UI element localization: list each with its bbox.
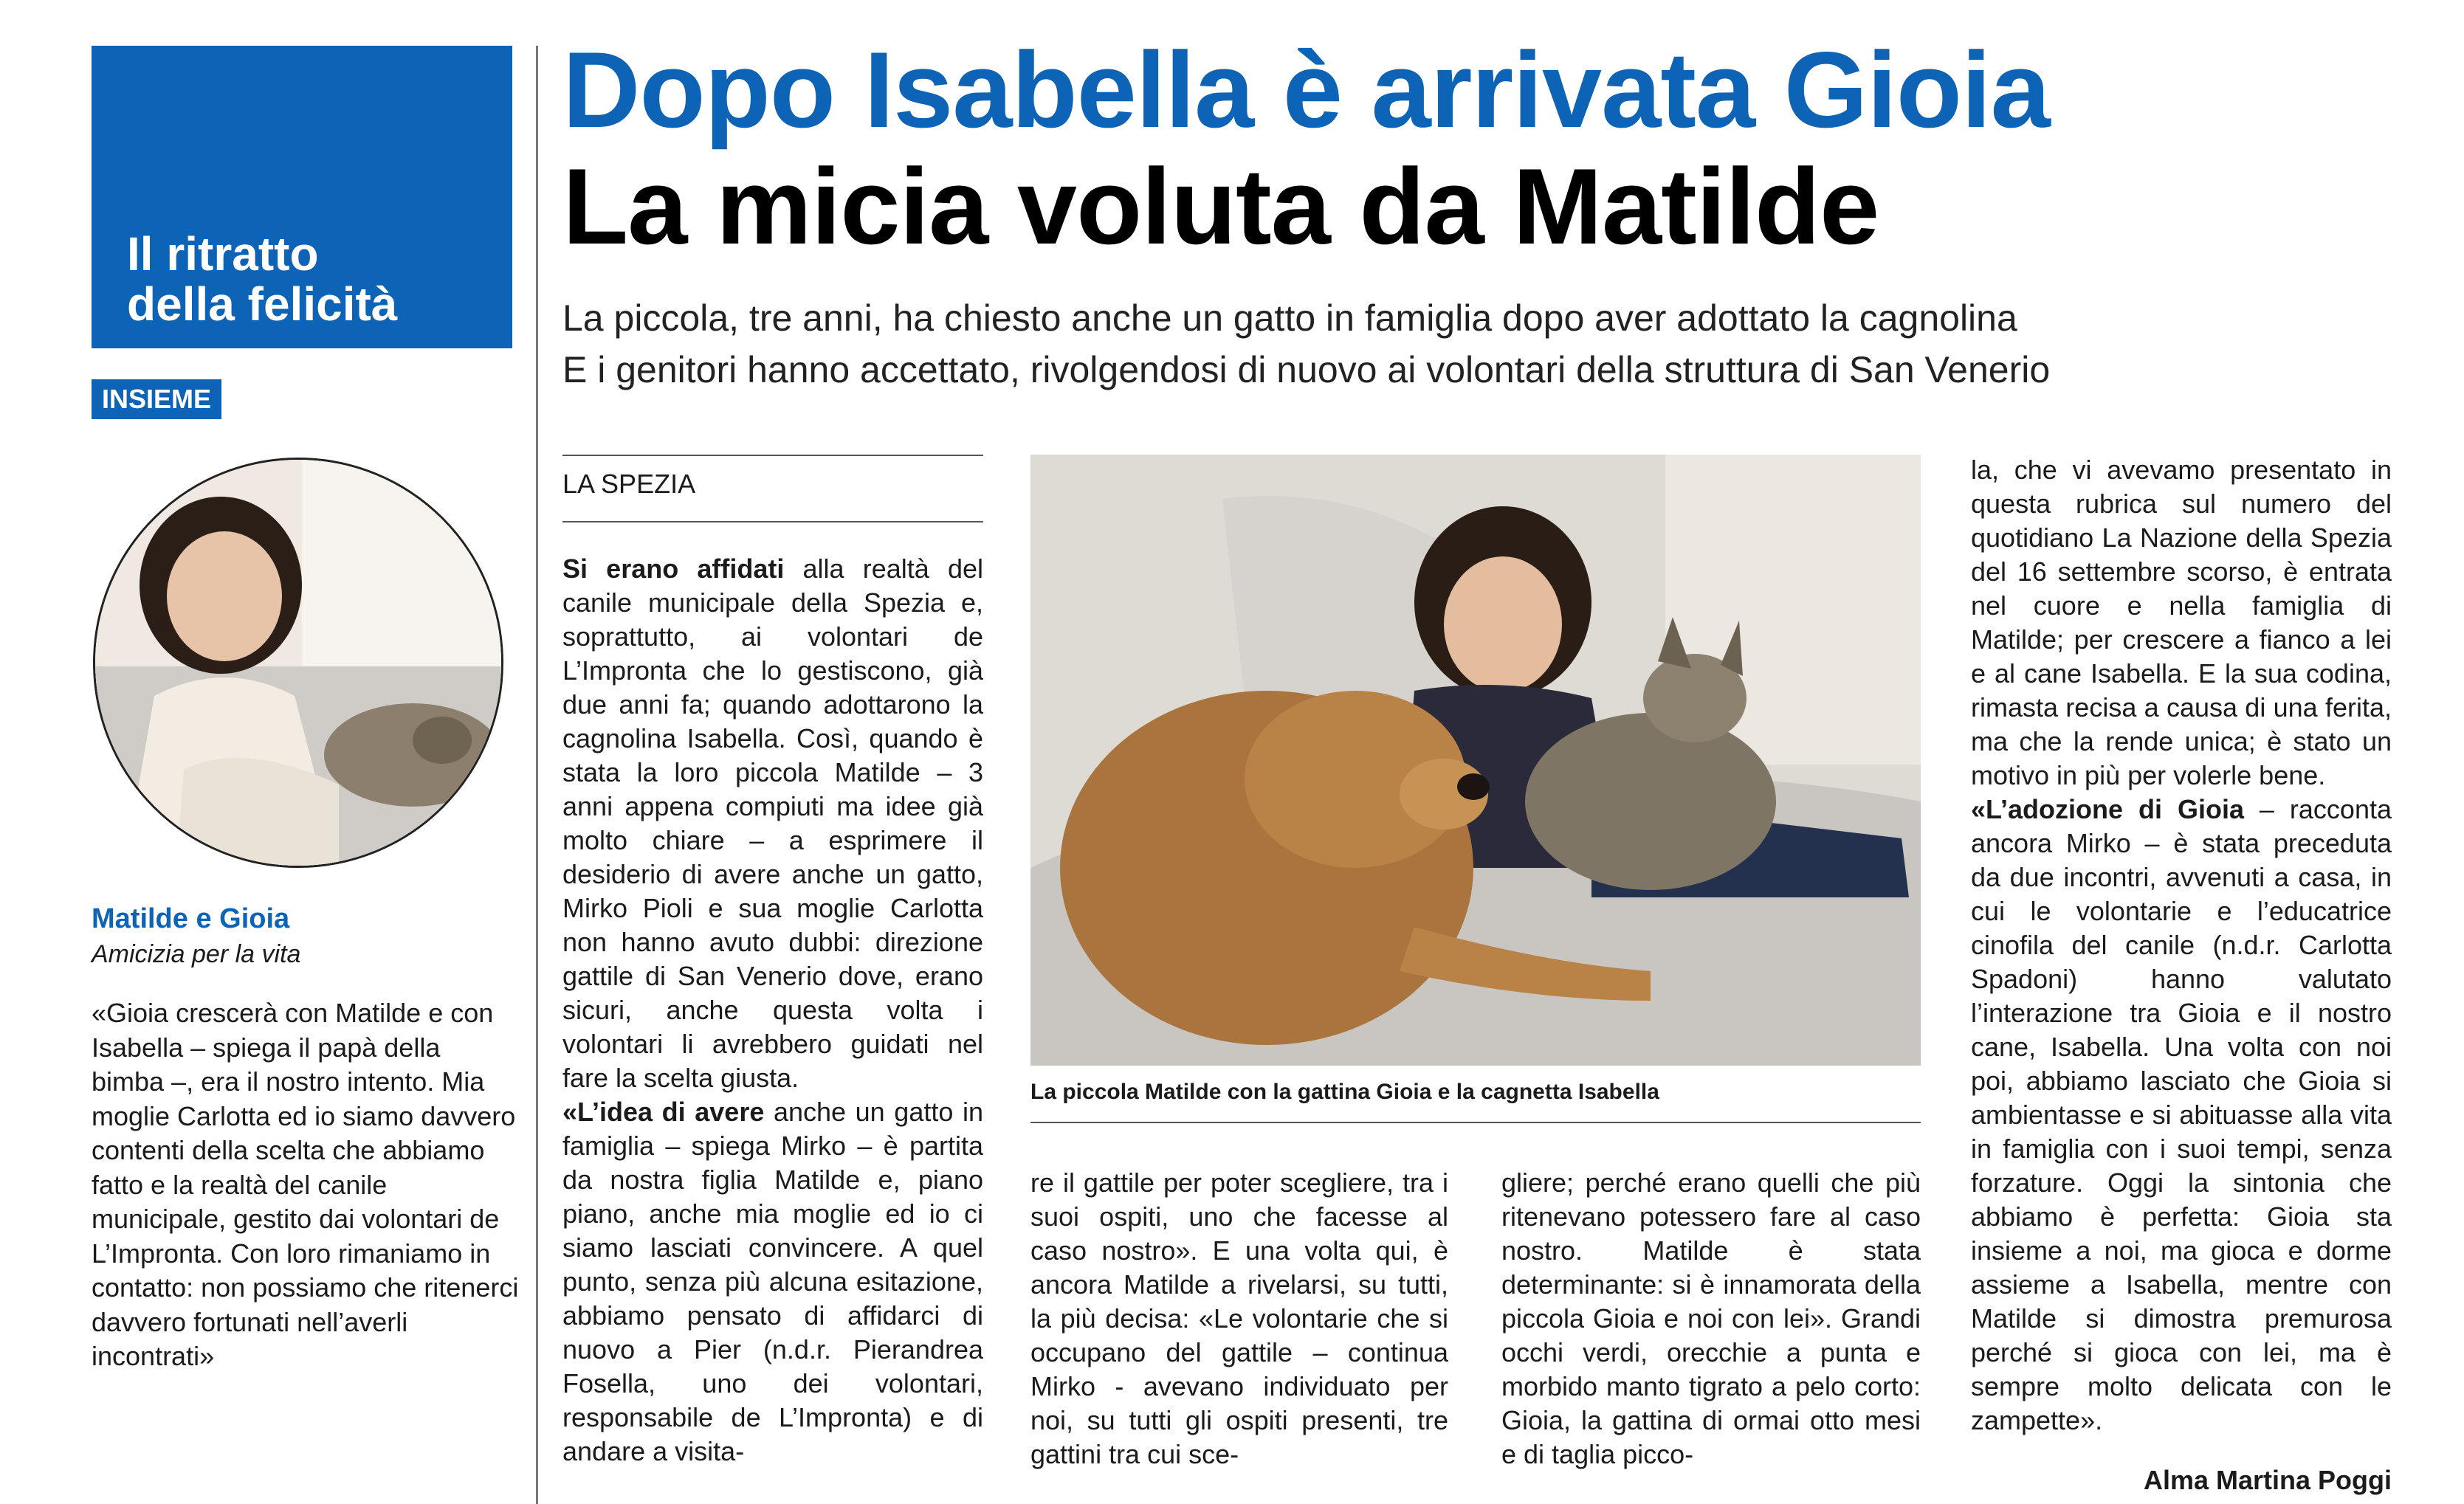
- portrait-subtitle: Amicizia per la vita: [92, 940, 301, 968]
- portrait-name: Matilde e Gioia: [92, 903, 290, 934]
- paragraph-2-lead: «L’idea di avere: [562, 1097, 765, 1127]
- headline-line2: La micia voluta da Matilde: [562, 146, 1879, 266]
- article-column-2: re il gattile per poter scegliere, tra i suoi ospiti, uno che facesse al caso nostro». E una volta qui, è ancora Matilde a rivelarsi, su tutti, la più decisa: «Le volontarie che si occupano del gattile – continua Mirko - avevano individuato per noi, su tutti gli ospiti presenti, tre gattini tra cui sce-: [1030, 1167, 1448, 1469]
- column-4-paragraph-2: – racconta ancora Mirko – è stata preceduta da due incontri, avvenuti a casa, in cui le volontarie e l’educatrice cinofila del canile (n.d.r. Carlotta Spadoni) hanno valutato l’interazione tra Gioia e il nostro cane, Isabella. Una volta con noi poi, abbiamo lasciato che Gioia si ambientasse e si abituasse alla vita in famiglia con i suoi tempi, senza forzature. Oggi la sintonia che abbiamo è perfetta: Gioia sta insieme a noi, ma gioca e dorme assieme a Isabella, mentre con Matilde si dimostra premurosa perché si gioca con lei, ma è sempre molto delicata con le zampette».: [1971, 794, 2392, 1435]
- dateline: LA SPEZIA: [562, 469, 696, 499]
- section-tag: INSIEME: [92, 379, 221, 419]
- lead-bold: Si erano affidati: [562, 553, 785, 584]
- article-column-4: [1971, 453, 2392, 1438]
- photo-illustration: [1030, 455, 1921, 1066]
- sidebar-quote: «Gioia crescerà con Matilde e con Isabella – spiega il papà della bimba –, era il nostro intento. Mia moglie Carlotta ed io siamo davvero contenti della scelta che abbiamo fatto e la realtà del canile municipale, gestito dai volontari de L’Impronta. Con loro rimaniamo in contatto: non possiamo che ritenerci davvero fortunati nell’averli incontrati»: [92, 998, 519, 1371]
- photo-caption: La piccola Matilde con la gattina Gioia e la cagnetta Isabella: [1030, 1080, 1659, 1104]
- dateline-rule-bottom: [562, 521, 983, 522]
- subheadline-line1: La piccola, tre anni, ha chiesto anche un gatto in famiglia dopo aver adottato la cagnolina: [562, 297, 2017, 339]
- article-column-3: gliere; perché erano quelli che più ritenevano potessero fare al caso nostro. Matilde è stata determinante: si è innamorata della piccola Gioia e noi con lei». Grandi occhi verdi, orecchie a punta e morbido manto tigrato a pelo corto: Gioia, la gattina di ormai otto mesi e di taglia picco-: [1501, 1167, 1921, 1469]
- paragraph-1: alla realtà del canile municipale della Spezia e, soprattutto, ai volontari de L’Impronta che lo gestiscono, già due anni fa; quando adottarono la cagnolina Isabella. Così, quando è stata la loro piccola Matilde – 3 anni appena compiuti ma idee già molto chiare – a esprimere il desiderio di avere anche un gatto, Mirko Pioli e sua moglie Carlotta non hanno avuto dubbi: direzione gattile di San Venerio dove, erano sicuri, anche questa volta i volontari li avrebbero guidati nel fare la scelta giusta.: [562, 553, 983, 1093]
- column-4-paragraph-1: la, che vi avevamo presentato in questa rubrica sul numero del quotidiano La Nazione della Spezia del 16 settembre scorso, è entrata nel cuore e nella famiglia di Matilde; per crescere a fianco a lei e al cane Isabella. E la sua codina, rimasta recisa a causa di una ferita, ma che la rende unica; è stato un motivo in più per volerle bene.: [1971, 455, 2392, 790]
- byline: Alma Martina Poggi: [2143, 1465, 2392, 1495]
- rubric-box: [92, 46, 512, 348]
- paragraph-2: anche un gatto in famiglia – spiega Mirko – è partita da nostra figlia Matilde e, piano piano, anche mia moglie ed io ci siamo lasciati convincere. A quel punto, senza più alcuna esitazione, abbiamo pensato di affidarci di nuovo a Pier (n.d.r. Pierandrea Fosella, uno dei volontari, responsabile de L’Impronta) e di andare a visita-: [562, 1097, 983, 1466]
- column-4-paragraph-2-lead: «L’adozione di Gioia: [1971, 794, 2244, 824]
- rubric-title-line2: della felicità: [127, 277, 398, 331]
- column-divider: [536, 46, 538, 1504]
- portrait-photo: [93, 458, 503, 868]
- main-photo: [1030, 455, 1921, 1066]
- headline-line1: Dopo Isabella è arrivata Gioia: [562, 30, 2050, 150]
- rubric-title-line1: Il ritratto: [127, 227, 319, 280]
- portrait-illustration: [95, 460, 501, 866]
- rubric-title: [127, 229, 511, 329]
- caption-rule: [1030, 1122, 1921, 1123]
- subheadline-line2: E i genitori hanno accettato, rivolgendosi di nuovo ai volontari della struttura di San Venerio: [562, 349, 2051, 390]
- article-column-1: [562, 552, 983, 1469]
- dateline-rule-top: [562, 455, 983, 456]
